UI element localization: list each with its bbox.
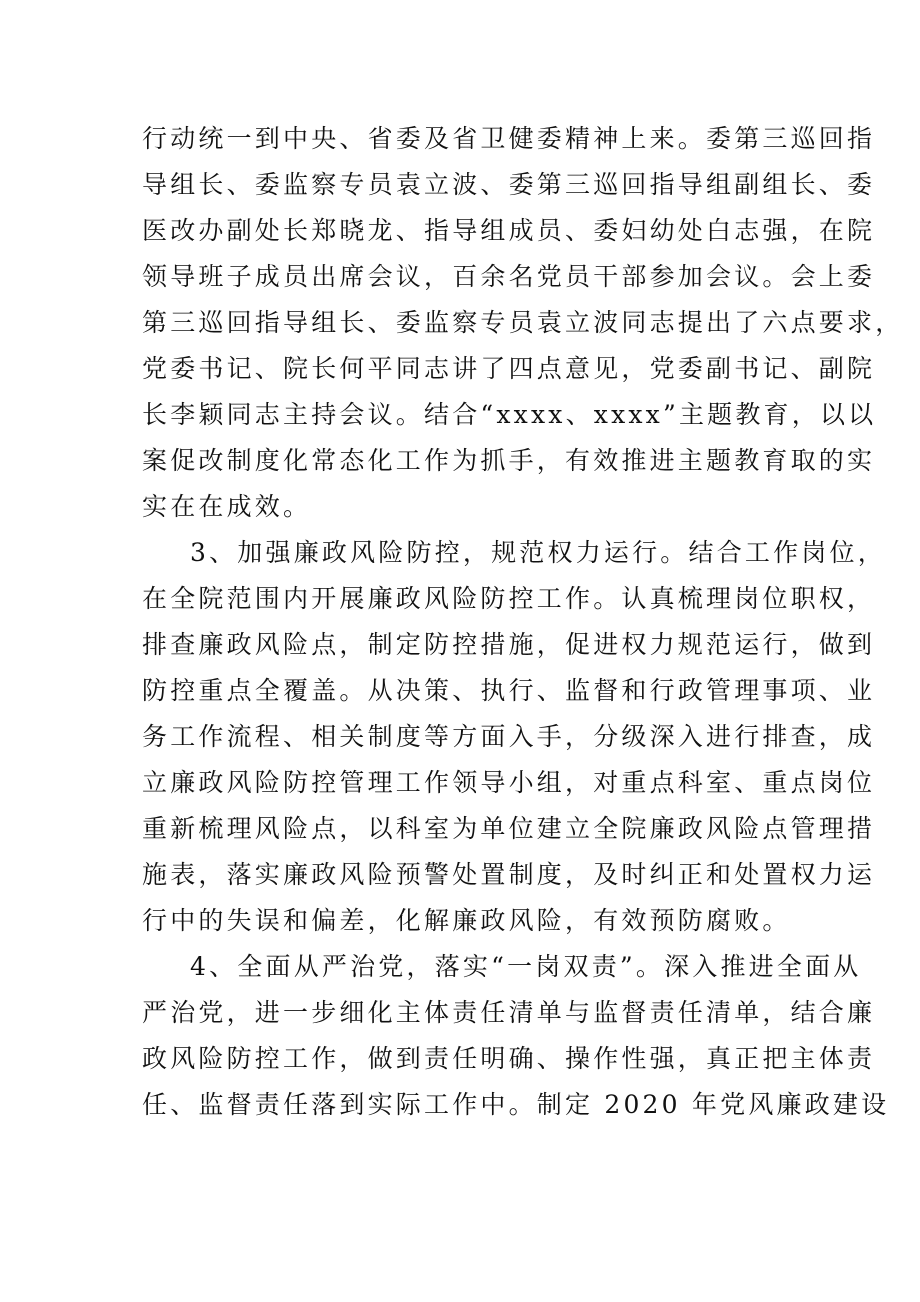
text-line: 党委书记、院长何平同志讲了四点意见，党委副书记、副院 [142, 354, 876, 383]
document-body [142, 116, 904, 1128]
text-line: 施表，落实廉政风险预警处置制度，及时纠正和处置权力运 [142, 860, 876, 889]
text-line: 排查廉政风险点，制定防控措施，促进权力规范运行，做到 [142, 630, 876, 659]
text-line: 重新梳理风险点，以科室为单位建立全院廉政风险点管理措 [142, 814, 876, 843]
text-line: 防控重点全覆盖。从决策、执行、监督和行政管理事项、业 [142, 676, 876, 705]
text-line: 医改办副处长郑晓龙、指导组成员、委妇幼处白志强，在院 [142, 216, 876, 245]
text-line: 任、监督责任落到实际工作中。制定 2020 年党风廉政建设 [142, 1090, 890, 1119]
text-line: 务工作流程、相关制度等方面入手，分级深入进行排查，成 [142, 722, 876, 751]
paragraph-3-heading-line: 3、加强廉政风险防控，规范权力运行。结合工作岗位， [190, 538, 886, 567]
text-line: 严治党，进一步细化主体责任清单与监督责任清单，结合廉 [142, 998, 876, 1027]
text-line: 在全院范围内开展廉政风险防控工作。认真梳理岗位职权， [142, 584, 876, 613]
paragraph-4-heading-line: 4、全面从严治党，落实“一岗双责”。深入推进全面从 [190, 952, 862, 981]
text-line: 案促改制度化常态化工作为抓手，有效推进主题教育取的实 [142, 446, 876, 475]
text-line: 实在在成效。 [142, 492, 312, 521]
text-line: 行动统一到中央、省委及省卫健委精神上来。委第三巡回指 [142, 124, 876, 153]
text-line: 导组长、委监察专员袁立波、委第三巡回指导组副组长、委 [142, 170, 876, 199]
text-line: 立廉政风险防控管理工作领导小组，对重点科室、重点岗位 [142, 768, 876, 797]
text-line: 第三巡回指导组长、委监察专员袁立波同志提出了六点要求， [142, 308, 904, 337]
text-line: 长李颖同志主持会议。结合“xxxx、xxxx”主题教育，以以 [142, 400, 877, 429]
text-line: 领导班子成员出席会议，百余名党员干部参加会议。会上委 [142, 262, 876, 291]
text-line: 政风险防控工作，做到责任明确、操作性强，真正把主体责 [142, 1044, 876, 1073]
text-line: 行中的失误和偏差，化解廉政风险，有效预防腐败。 [142, 906, 791, 935]
